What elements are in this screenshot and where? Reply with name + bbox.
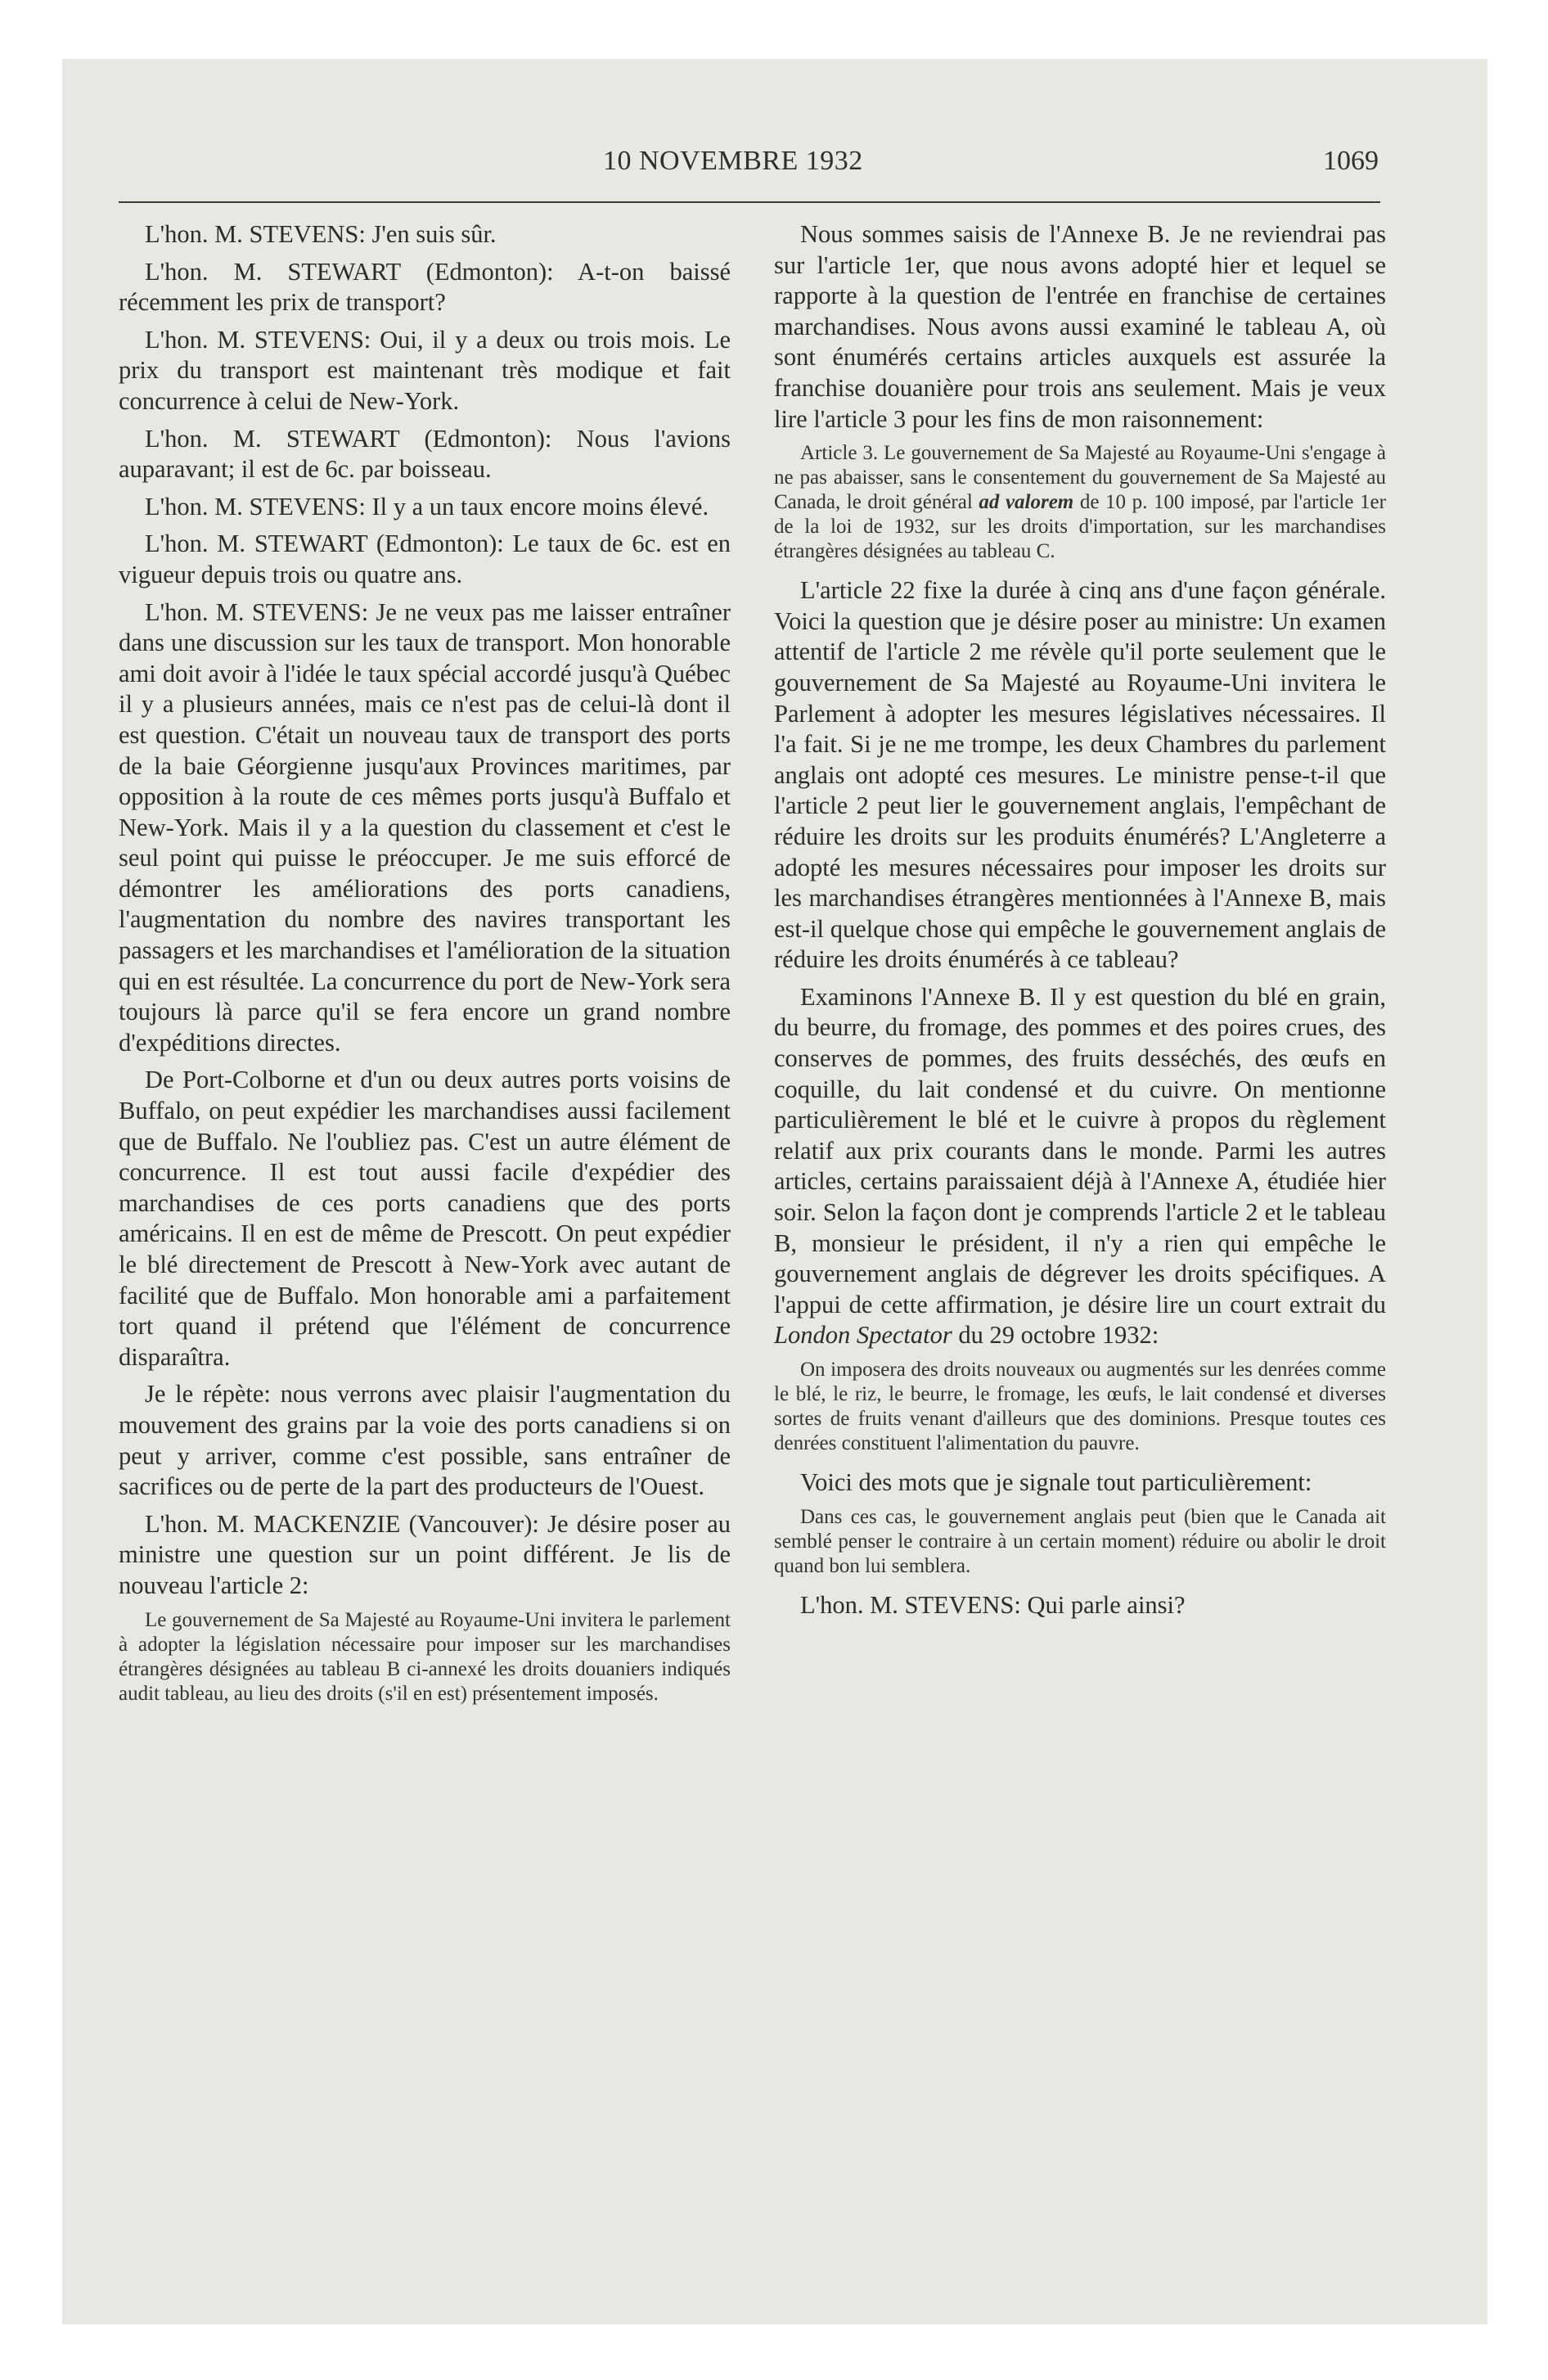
left-column bbox=[119, 219, 731, 1718]
paragraph: L'hon. M. STEWART (Edmonton): Le taux de 6c. est en vigueur depuis trois ou quatre ans. bbox=[119, 530, 731, 588]
paragraph: L'hon. M. STEVENS: Qui parle ainsi? bbox=[800, 1590, 1186, 1619]
italic-term: ad valorem bbox=[979, 491, 1074, 514]
quote-text: Article 3. Le gouvernement de Sa Majesté au Royaume-Uni s'engage à ne pas abaisser, sans le consentement du gouvernement de Sa Majesté au Canada, le droit général bbox=[774, 442, 1386, 514]
paragraph: L'hon. M. STEVENS: Il y a un taux encore moins élevé. bbox=[145, 492, 709, 521]
publication-title: London Spectator bbox=[774, 1321, 952, 1350]
page-number: 1069 bbox=[1323, 146, 1379, 176]
paragraph: Je le répète: nous verrons avec plaisir l'augmentation du mouvement des grains par la voie des ports canadiens si on peut y arriver, comme c'est possible, sans entraîner de sacrifices ou de perte de la part des producteurs de l'Ouest. bbox=[119, 1380, 731, 1501]
paragraph: L'article 22 fixe la durée à cinq ans d'une façon générale. Voici la question que je désire poser au ministre: Un examen attentif de l'article 2 me révèle qu'il porte seulement que le gouvernement de Sa Majesté au Royaume-Uni invitera le Parlement à adopter les mesures législatives nécessaires. Il l'a fait. Si je ne me trompe, les deux Chambres du parlement anglais ont adopté ces mesures. Le ministre pense-t-il que l'article 2 peut lier le gouvernement anglais, l'empêchant de réduire les droits sur les produits énumérés? L'Angleterre a adopté les mesures nécessaires pour imposer les droits sur les marchandises étrangères mentionnées à l'Annexe B, mais est-il quelque chose qui empêche le gouvernement anglais de réduire les droits énumérés à ce tableau? bbox=[774, 576, 1386, 974]
paragraph: L'hon. M. STEVENS: Je ne veux pas me laisser entraîner dans une discussion sur les taux de transport. Mon honorable ami doit avoir à l'idée le taux spécial accordé jusqu'à Québec il y a plusieurs années, mais ce n'est pas de celui-là dont il est question. C'était un nouveau taux de transport des ports de la baie Géorgienne jusqu'aux Provinces maritimes, par opposition à la route de ces mêmes ports jusqu'à Buffalo et New-York. Mais il y a la question du classement et c'est le seul point qui puisse le préoccuper. Je me suis efforcé de démontrer les améliorations des ports canadiens, l'augmentation du nombre des navires transportant les passagers et les marchandises et l'amélioration de la situation qui en est résultée. La concurrence du port de New-York sera toujours là parce qu'il se fera encore un grand nombre d'expéditions directes. bbox=[119, 597, 731, 1057]
paragraph-text: Examinons l'Annexe B. Il y est question du blé en grain, du beurre, du fromage, des pommes et des poires crues, des conserves de pommes, des fruits desséchés, des œufs en coquille, du lait condensé et du cuivre. On mentionne particulièrement le blé et le cuivre à propos du règlement relatif aux prix courants dans le monde. Parmi les autres articles, certains paraissaient déjà à l'Annexe A, étudiée hier soir. Selon la façon dont je comprends l'article 2 et le tableau B, monsieur le président, il n'y a rien qui empêche le gouvernement anglais de dégrever les droits spécifiques. A l'appui de cette affirmation, je désire lire un court extrait du bbox=[774, 982, 1386, 1318]
paragraph: De Port-Colborne et d'un ou deux autres ports voisins de Buffalo, on peut expédier les marchandises aussi facilement que de Buffalo. Ne l'oubliez pas. C'est un autre élément de concurrence. Il est tout aussi facile d'expédier des marchandises de ces ports canadiens que des ports américains. Il en est de même de Prescott. On peut expédier le blé directement de Prescott à New-York avec autant de facilité que de Buffalo. Mon honorable ami a parfaitement tort quand il prétend que l'élément de concurrence disparaîtra. bbox=[119, 1066, 731, 1371]
header-date: 10 NOVEMBRE 1932 bbox=[603, 146, 863, 176]
quotation: On imposera des droits nouveaux ou augmentés sur les denrées comme le blé, le riz, le beurre, le fromage, les œufs, le lait condensé et diverses sortes de fruits venant d'ailleurs que des dominions. Presque toutes ces denrées constituent l'alimentation du pauvre. bbox=[774, 1359, 1386, 1454]
quotation: Le gouvernement de Sa Majesté au Royaume-Uni invitera le parlement à adopter la législation nécessaire pour imposer sur les marchandises étrangères désignées au tableau B ci-annexé les droits douaniers indiqués audit tableau, au lieu des droits (s'il en est) présentement imposés. bbox=[119, 1608, 731, 1705]
page-header bbox=[119, 141, 1379, 190]
paragraph: Voici des mots que je signale tout particulièrement: bbox=[800, 1468, 1312, 1496]
paragraph: L'hon. M. MACKENZIE (Vancouver): Je désire poser au ministre une question sur un point différent. Je lis de nouveau l'article 2: bbox=[119, 1509, 731, 1599]
quote-text: de 10 p. 100 imposé, par l'article 1er de la loi de 1932, sur les droits d'importation, sur les marchandises étrangères désignées au tableau C. bbox=[774, 491, 1386, 563]
paragraph: L'hon. M. STEVENS: J'en suis sûr. bbox=[145, 220, 497, 248]
quotation bbox=[774, 441, 1386, 564]
paragraph: L'hon. M. STEVENS: Oui, il y a deux ou trois mois. Le prix du transport est maintenant très modique et fait concurrence à celui de New-York. bbox=[119, 325, 731, 415]
paragraph: L'hon. M. STEWART (Edmonton): A-t-on baissé récemment les prix de transport? bbox=[119, 257, 731, 317]
paragraph: Nous sommes saisis de l'Annexe B. Je ne reviendrai pas sur l'article 1er, que nous avons adopté hier et lequel se rapporte à la question de l'entrée en franchise de certaines marchandises. Nous avons aussi examiné le tableau A, où sont énumérés certains articles auxquels est assurée la franchise douanière pour trois ans seulement. Mais je veux lire l'article 3 pour les fins de mon raisonnement: bbox=[774, 220, 1386, 433]
paragraph: L'hon. M. STEWART (Edmonton): Nous l'avions auparavant; il est de 6c. par boisseau. bbox=[119, 424, 731, 484]
paragraph-text: du 29 octobre 1932: bbox=[952, 1321, 1159, 1350]
paragraph bbox=[774, 982, 1386, 1351]
header-rule bbox=[119, 201, 1380, 203]
quotation: Dans ces cas, le gouvernement anglais peut (bien que le Canada ait semblé penser le contraire à un certain moment) réduire ou abolir le droit quand bon lui semblera. bbox=[774, 1505, 1386, 1577]
right-column bbox=[774, 219, 1386, 1627]
